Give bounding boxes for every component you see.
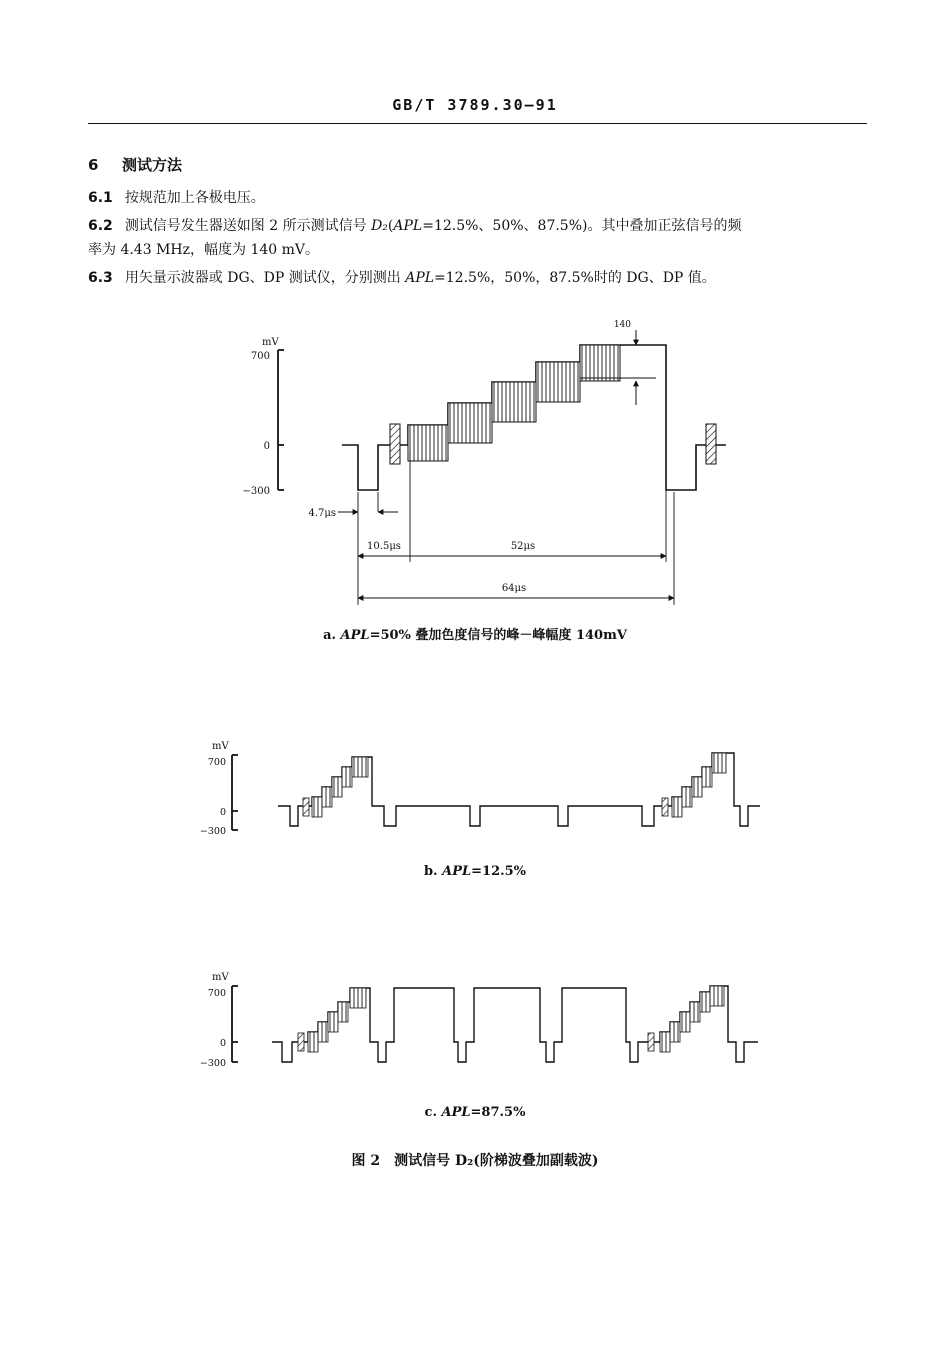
caption-text: =50% 叠加色度信号的峰－峰幅度 140mV bbox=[369, 628, 627, 643]
caption-panel-c bbox=[0, 1105, 950, 1120]
tick-minus300: −300 bbox=[199, 826, 226, 837]
apl-symbol: APL bbox=[393, 218, 423, 234]
caption-symbol: APL bbox=[442, 864, 472, 879]
color-burst-left bbox=[390, 424, 400, 464]
apl-values: =12.5%、50%、87.5%)。其中叠加正弦信号的频 bbox=[422, 218, 742, 234]
dimension-extension-lines bbox=[358, 450, 674, 605]
subcarrier-packet bbox=[350, 988, 366, 1008]
tick-0: 0 bbox=[263, 441, 270, 452]
tick-700: 700 bbox=[250, 351, 270, 362]
caption-text: =87.5% bbox=[470, 1105, 526, 1120]
subcarrier-packet bbox=[318, 1022, 328, 1042]
subcarrier-packet bbox=[680, 1012, 690, 1032]
burst bbox=[648, 1033, 654, 1051]
color-burst-right bbox=[706, 424, 716, 464]
dim-active-label: 52μs bbox=[510, 541, 536, 552]
subcarrier-packet bbox=[312, 797, 322, 817]
signal-symbol: D₂ bbox=[371, 218, 388, 234]
caption-text: =12.5% bbox=[471, 864, 527, 879]
subcarrier-packet bbox=[352, 757, 368, 777]
tick-minus300: −300 bbox=[242, 486, 270, 497]
caption-symbol: APL bbox=[441, 1105, 471, 1120]
subcarrier-packet bbox=[682, 787, 692, 807]
subcarrier-step-2 bbox=[448, 403, 492, 443]
clause-number: 6.2 bbox=[88, 218, 113, 234]
subcarrier-packet bbox=[672, 797, 682, 817]
clause-text-line2: 率为 4.43 MHz，幅度为 140 mV。 bbox=[88, 242, 319, 258]
caption-prefix: b. bbox=[423, 864, 438, 879]
clause-text: 按规范加上各极电压。 bbox=[124, 190, 265, 206]
subcarrier-packet bbox=[338, 1002, 348, 1022]
subcarrier-packet bbox=[670, 1022, 680, 1042]
caption-prefix: c. bbox=[424, 1105, 437, 1120]
panel-c bbox=[200, 972, 758, 1069]
burst bbox=[298, 1033, 304, 1051]
subcarrier-step-3 bbox=[492, 382, 536, 422]
panel-a bbox=[243, 320, 726, 605]
peak-label: 140 bbox=[613, 320, 631, 330]
subcarrier-packet bbox=[702, 767, 712, 787]
figure-number: 图 2 bbox=[351, 1153, 381, 1169]
figure-title-text: 测试信号 D₂(阶梯波叠加副载波) bbox=[394, 1153, 599, 1169]
tick-minus300: −300 bbox=[199, 1058, 226, 1069]
clause-text-after: =12.5%，50%，87.5%时的 DG、DP 值。 bbox=[434, 270, 716, 286]
subcarrier-packet bbox=[328, 1012, 338, 1032]
tick-700: 700 bbox=[207, 757, 226, 768]
paren: ( bbox=[387, 218, 394, 234]
clause-number: 6.3 bbox=[88, 270, 113, 286]
subcarrier-packet bbox=[700, 992, 710, 1012]
apl-symbol: APL bbox=[405, 270, 435, 286]
section-title: 测试方法 bbox=[122, 156, 183, 174]
dim-line-label: 64μs bbox=[501, 583, 527, 594]
caption-symbol: APL bbox=[340, 628, 370, 643]
tick-700: 700 bbox=[207, 988, 226, 999]
section-number: 6 bbox=[88, 156, 99, 174]
caption-prefix: a. bbox=[323, 628, 337, 643]
dim-blanking-label: 10.5μs bbox=[367, 541, 401, 552]
figure-title bbox=[0, 1150, 950, 1170]
burst bbox=[303, 798, 309, 816]
subcarrier-packet bbox=[712, 753, 726, 773]
tick-0: 0 bbox=[219, 1038, 226, 1049]
tick-0: 0 bbox=[219, 807, 226, 818]
caption-panel-a bbox=[0, 624, 950, 643]
subcarrier-step-1 bbox=[408, 425, 448, 461]
burst bbox=[662, 798, 668, 816]
subcarrier-packet bbox=[332, 777, 342, 797]
clause-text: 用矢量示波器或 DG、DP 测试仪，分别测出 bbox=[124, 270, 406, 286]
subcarrier-packet bbox=[692, 777, 702, 797]
unit-label: mV bbox=[212, 972, 229, 983]
subcarrier-step-5 bbox=[580, 345, 620, 381]
subcarrier-packet bbox=[690, 1002, 700, 1022]
subcarrier-packet bbox=[322, 787, 332, 807]
dim-sync-label: 4.7μs bbox=[308, 508, 336, 519]
unit-label: mV bbox=[262, 337, 279, 348]
panel-b bbox=[200, 741, 760, 837]
clause-text: 测试信号发生器送如图 2 所示测试信号 bbox=[124, 218, 372, 234]
clause-number: 6.1 bbox=[88, 190, 113, 206]
unit-label: mV bbox=[212, 741, 229, 752]
caption-panel-b bbox=[0, 864, 950, 879]
subcarrier-step-4 bbox=[536, 362, 580, 402]
subcarrier-packet bbox=[342, 767, 352, 787]
subcarrier-packet bbox=[660, 1032, 670, 1052]
standard-number-header: GB/T 3789.30—91 bbox=[392, 96, 558, 114]
subcarrier-packet bbox=[308, 1032, 318, 1052]
subcarrier-packet bbox=[710, 986, 724, 1006]
